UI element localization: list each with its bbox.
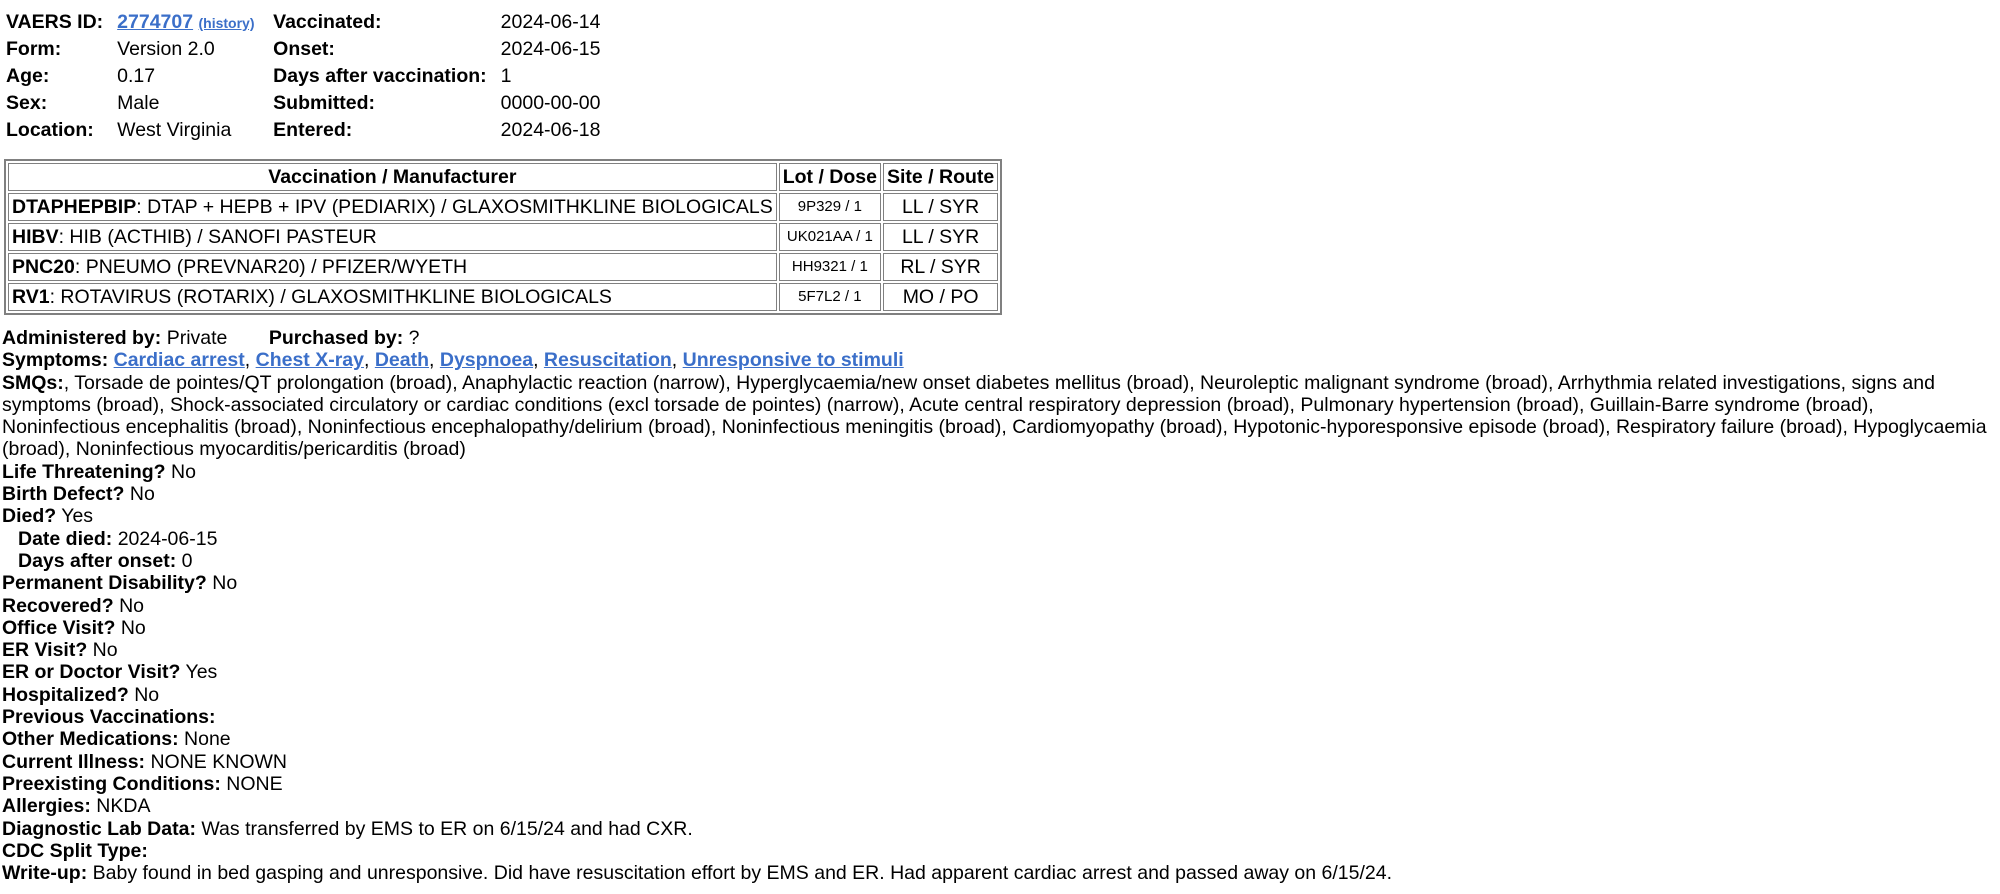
vaccine-code: PNC20 bbox=[12, 255, 75, 278]
recovered-value: No bbox=[119, 594, 144, 617]
vaccine-code: RV1 bbox=[12, 285, 50, 308]
permanent-disability-label: Permanent Disability? bbox=[2, 572, 207, 595]
date-died-row bbox=[2, 528, 1996, 550]
birth-defect-row bbox=[2, 483, 1996, 505]
life-threatening-row bbox=[2, 461, 1996, 483]
report-header bbox=[6, 9, 604, 144]
previous-vaccinations-label: Previous Vaccinations: bbox=[2, 706, 216, 729]
sex-label: Sex: bbox=[6, 92, 48, 115]
hospitalized-label: Hospitalized? bbox=[2, 683, 129, 706]
col-site-route: Site / Route bbox=[883, 163, 998, 191]
administered-by-value: Private bbox=[166, 327, 228, 349]
preexisting-conditions-value: NONE bbox=[226, 772, 283, 795]
hospitalized-row bbox=[2, 684, 1996, 706]
recovered-label: Recovered? bbox=[2, 594, 114, 617]
symptom-link[interactable]: Death bbox=[374, 349, 430, 372]
allergies-label: Allergies: bbox=[2, 795, 91, 818]
table-row bbox=[8, 193, 998, 221]
er-doctor-visit-row bbox=[2, 661, 1996, 683]
previous-vaccinations-row bbox=[2, 706, 1996, 728]
days-after-onset-value: 0 bbox=[181, 549, 193, 572]
er-visit-value: No bbox=[92, 639, 118, 662]
entered-label: Entered: bbox=[273, 119, 353, 142]
er-doctor-visit-value: Yes bbox=[185, 661, 218, 684]
date-died-label: Date died: bbox=[18, 527, 113, 550]
smqs-row bbox=[2, 372, 1996, 461]
sex-value: Male bbox=[117, 92, 160, 115]
write-up-label: Write-up: bbox=[2, 862, 88, 885]
age-label: Age: bbox=[6, 65, 50, 88]
symptoms-label: Symptoms: bbox=[2, 349, 109, 372]
symptom-link[interactable]: Unresponsive to stimuli bbox=[682, 349, 904, 372]
table-row bbox=[8, 283, 998, 311]
vaers-id-cell bbox=[117, 9, 273, 36]
diagnostic-lab-data-label: Diagnostic Lab Data: bbox=[2, 817, 196, 840]
symptom-separator: , bbox=[244, 349, 256, 372]
site-route-cell: LL / SYR bbox=[883, 223, 998, 251]
office-visit-row bbox=[2, 617, 1996, 639]
table-row bbox=[8, 253, 998, 281]
died-row bbox=[2, 505, 1996, 527]
days-after-onset-row bbox=[2, 550, 1996, 572]
died-value: Yes bbox=[61, 505, 94, 528]
vaccinated-value: 2024-06-14 bbox=[500, 11, 601, 34]
other-medications-label: Other Medications: bbox=[2, 728, 179, 751]
submitted-value: 0000-00-00 bbox=[500, 92, 601, 115]
symptom-link[interactable]: Cardiac arrest bbox=[113, 349, 245, 372]
purchased-by-label: Purchased by: bbox=[268, 327, 404, 349]
table-row bbox=[8, 223, 998, 251]
vaccine-cell bbox=[8, 253, 777, 281]
site-route-cell: RL / SYR bbox=[883, 253, 998, 281]
lot-dose-cell: HH9321 / 1 bbox=[779, 253, 881, 281]
vaccine-cell bbox=[8, 223, 777, 251]
symptoms-row bbox=[2, 349, 1996, 371]
allergies-value: NKDA bbox=[96, 795, 151, 818]
cdc-split-type-row bbox=[2, 840, 1996, 862]
col-lot-dose: Lot / Dose bbox=[779, 163, 881, 191]
lot-dose-cell: 5F7L2 / 1 bbox=[779, 283, 881, 311]
allergies-row bbox=[2, 795, 1996, 817]
history-link[interactable]: (history) bbox=[198, 14, 255, 31]
entered-value: 2024-06-18 bbox=[500, 119, 601, 142]
vaccination-table bbox=[4, 159, 1002, 315]
vaccine-cell bbox=[8, 283, 777, 311]
vaccine-description: : ROTAVIRUS (ROTARIX) / GLAXOSMITHKLINE BIOLOGICALS bbox=[49, 285, 612, 308]
days-after-vaccination-value: 1 bbox=[500, 65, 512, 88]
symptom-link[interactable]: Resuscitation bbox=[543, 349, 672, 372]
vaccine-cell bbox=[8, 193, 777, 221]
vaccination-table-header bbox=[8, 163, 998, 191]
days-after-onset-label: Days after onset: bbox=[18, 549, 177, 572]
administered-by-label: Administered by: bbox=[2, 327, 162, 349]
write-up-row bbox=[2, 862, 1996, 884]
days-after-vaccination-label: Days after vaccination: bbox=[273, 65, 487, 88]
birth-defect-value: No bbox=[129, 483, 155, 506]
lot-dose-cell: 9P329 / 1 bbox=[779, 193, 881, 221]
life-threatening-value: No bbox=[171, 460, 196, 483]
smqs-label: SMQs: bbox=[2, 371, 64, 394]
symptom-link[interactable]: Chest X-ray bbox=[255, 349, 364, 372]
diagnostic-lab-data-row bbox=[2, 818, 1996, 840]
lot-dose-cell: UK021AA / 1 bbox=[779, 223, 881, 251]
current-illness-value: NONE KNOWN bbox=[150, 750, 287, 773]
site-route-cell: LL / SYR bbox=[883, 193, 998, 221]
er-visit-label: ER Visit? bbox=[2, 639, 88, 662]
administered-row bbox=[2, 327, 1996, 349]
vaers-id-label: VAERS ID: bbox=[6, 11, 104, 34]
vaccine-description: : DTAP + HEPB + IPV (PEDIARIX) / GLAXOSMITHKLINE BIOLOGICALS bbox=[136, 195, 773, 218]
current-illness-row bbox=[2, 751, 1996, 773]
preexisting-conditions-label: Preexisting Conditions: bbox=[2, 772, 221, 795]
symptom-separator: , bbox=[364, 349, 375, 372]
form-value: Version 2.0 bbox=[117, 38, 215, 61]
diagnostic-lab-data-value: Was transferred by EMS to ER on 6/15/24 and had CXR. bbox=[201, 817, 693, 840]
died-label: Died? bbox=[2, 505, 57, 528]
age-value: 0.17 bbox=[117, 65, 156, 88]
cdc-split-type-label: CDC Split Type: bbox=[2, 839, 148, 862]
vaers-id-link[interactable]: 2774707 bbox=[117, 10, 194, 33]
permanent-disability-row bbox=[2, 572, 1996, 594]
er-visit-row bbox=[2, 639, 1996, 661]
col-vaccination-manufacturer: Vaccination / Manufacturer bbox=[8, 163, 777, 191]
symptom-link[interactable]: Dyspnoea bbox=[439, 349, 534, 372]
report-details bbox=[2, 327, 1996, 884]
current-illness-label: Current Illness: bbox=[2, 750, 146, 773]
hospitalized-value: No bbox=[134, 683, 160, 706]
office-visit-value: No bbox=[120, 616, 146, 639]
form-label: Form: bbox=[6, 38, 62, 61]
write-up-value: Baby found in bed gasping and unresponsive. Did have resuscitation effort by EMS and ER. Had apparent cardiac arrest and passed away on 6/15/24. bbox=[92, 862, 1393, 885]
site-route-cell: MO / PO bbox=[883, 283, 998, 311]
location-label: Location: bbox=[6, 119, 94, 142]
onset-label: Onset: bbox=[273, 38, 335, 61]
location-value: West Virginia bbox=[117, 119, 232, 142]
life-threatening-label: Life Threatening? bbox=[2, 460, 166, 483]
symptom-separator: , bbox=[429, 349, 440, 372]
vaccine-code: HIBV bbox=[12, 225, 59, 248]
report-header-table bbox=[6, 9, 604, 144]
symptom-separator: , bbox=[533, 349, 544, 372]
date-died-value: 2024-06-15 bbox=[117, 527, 218, 550]
preexisting-conditions-row bbox=[2, 773, 1996, 795]
permanent-disability-value: No bbox=[212, 572, 238, 595]
vaccine-description: : HIB (ACTHIB) / SANOFI PASTEUR bbox=[58, 225, 377, 248]
other-medications-row bbox=[2, 728, 1996, 750]
vaccine-code: DTAPHEPBIP bbox=[12, 195, 137, 218]
vaccinated-label: Vaccinated: bbox=[273, 11, 382, 34]
other-medications-value: None bbox=[184, 728, 231, 751]
purchased-by-value: ? bbox=[408, 327, 420, 349]
vaccine-description: : PNEUMO (PREVNAR20) / PFIZER/WYETH bbox=[74, 255, 468, 278]
smqs-value: , Torsade de pointes/QT prolongation (broad), Anaphylactic reaction (narrow), Hyperglycaemia/new onset diabetes mellitus (broad), Neuroleptic malignant syndrome (broad), Arrhythmia related investigations, signs and symptoms (broad), Shock-associated circulatory or cardiac conditions (excl torsade de pointes) (narrow), Acute central respiratory depression (broad), Pulmonary hypertension (broad), Guillain-Barre syndrome (broad), Noninfectious encephalitis (broad), Noninfectious encephalopathy/delirium (broad), Noninfectious meningitis (broad), Cardiomyopathy (broad), Hypotonic-hyporesponsive episode (broad), Respiratory failure (broad), Hypoglycaemia (broad), Noninfectious myocarditis/pericarditis (broad) bbox=[2, 371, 1987, 461]
er-doctor-visit-label: ER or Doctor Visit? bbox=[2, 661, 181, 684]
submitted-label: Submitted: bbox=[273, 92, 375, 115]
symptom-separator: , bbox=[671, 349, 683, 372]
onset-value: 2024-06-15 bbox=[500, 38, 601, 61]
office-visit-label: Office Visit? bbox=[2, 616, 116, 639]
recovered-row bbox=[2, 595, 1996, 617]
birth-defect-label: Birth Defect? bbox=[2, 483, 125, 506]
